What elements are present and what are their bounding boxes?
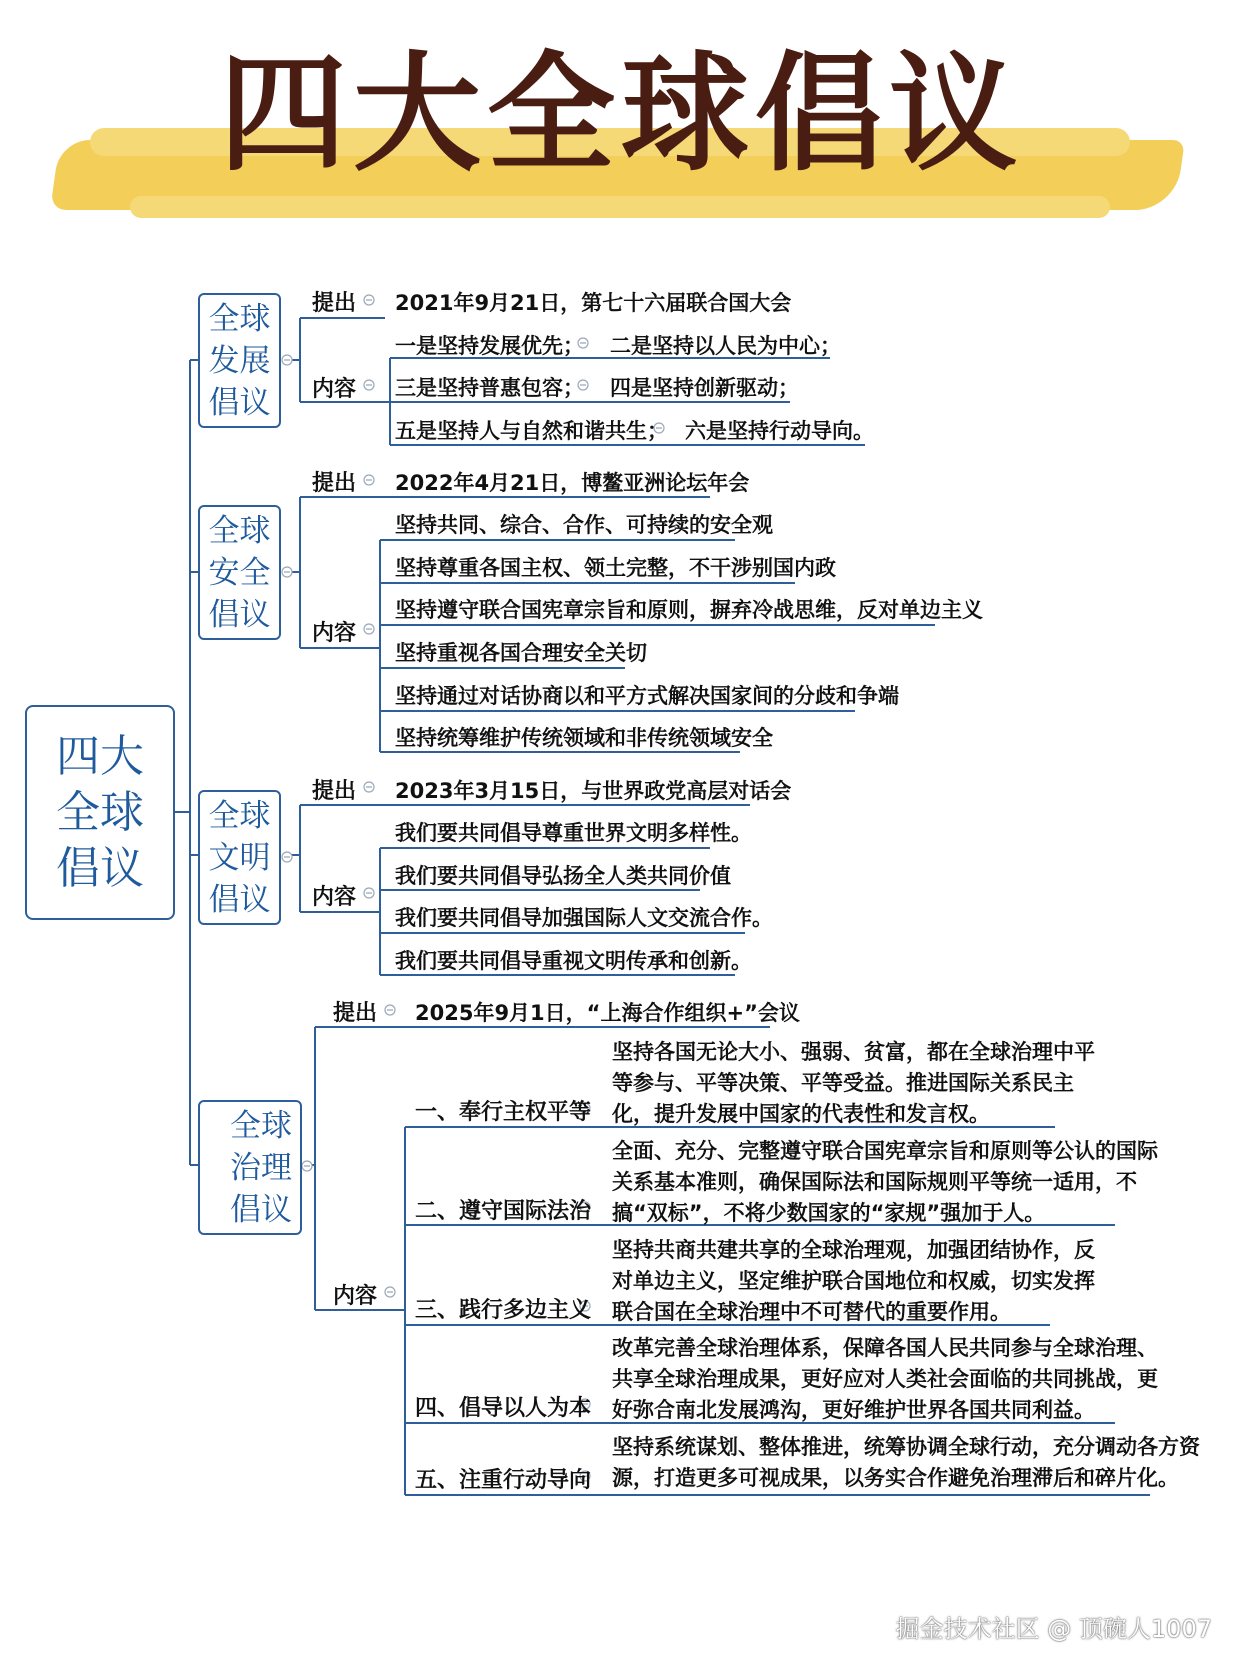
b4-sub-1-line-2: 等参与、平等决策、平等受益。推进国际关系民主 xyxy=(612,1071,1074,1095)
b3-item-2: 我们要共同倡导弘扬全人类共同价值 xyxy=(395,864,731,888)
b4-sub-3-line-3: 联合国在全球治理中不可替代的重要作用。 xyxy=(612,1300,1011,1324)
b2-content-label: 内容 xyxy=(312,621,357,646)
b4-sub-2-line-3: 搞“双标”，不将少数国家的“家规”强加于人。 xyxy=(612,1201,1046,1225)
b2-proposed-text: 2022年4月21日，博鳌亚洲论坛年会 xyxy=(395,471,750,495)
b3-content-label: 内容 xyxy=(312,885,357,910)
b4-sub-4-line-3: 好弥合南北发展鸿沟，更好维护世界各国共同利益。 xyxy=(612,1398,1095,1422)
b3-item-1: 我们要共同倡导尊重世界文明多样性。 xyxy=(395,821,752,845)
branch-governance[interactable] xyxy=(198,1100,302,1235)
b2-item-4: 坚持重视各国合理安全关切 xyxy=(395,641,647,665)
branch-sec-line-2: 安全 xyxy=(208,554,271,591)
b4-sub-4-text xyxy=(612,1333,1158,1426)
b4-sub-1-line-3: 化，提升发展中国家的代表性和发言权。 xyxy=(612,1102,990,1126)
b2-item-5: 坚持通过对话协商以和平方式解决国家间的分歧和争端 xyxy=(395,684,899,708)
b4-sub-4-line-1: 改革完善全球治理体系，保障各国人民共同参与全球治理、 xyxy=(612,1336,1158,1360)
branch-gov-line-1: 全球 xyxy=(230,1107,292,1144)
b4-sub-1-label: 一、奉行主权平等 xyxy=(415,1100,592,1125)
root-node[interactable] xyxy=(25,705,175,920)
branch-security[interactable] xyxy=(198,505,281,640)
branch-sec-line-3: 倡议 xyxy=(208,596,271,633)
b4-sub-1-text xyxy=(612,1037,1095,1130)
branch-dev-line-3: 倡议 xyxy=(208,384,271,421)
b4-sub-2-line-1: 全面、充分、完整遵守联合国宪章宗旨和原则等公认的国际 xyxy=(612,1139,1158,1163)
b3-item-4: 我们要共同倡导重视文明传承和创新。 xyxy=(395,949,752,973)
branch-civ-line-1: 全球 xyxy=(208,797,271,834)
page-title: 四大全球倡议 xyxy=(218,40,1023,189)
b4-sub-5-text xyxy=(612,1432,1200,1494)
root-line-3: 倡议 xyxy=(56,842,144,894)
b1-content-label: 内容 xyxy=(312,377,357,402)
b1-item-3: 三是坚持普惠包容； xyxy=(395,376,584,400)
branch-gov-line-2: 治理 xyxy=(230,1149,292,1186)
b1-item-6: 六是坚持行动导向。 xyxy=(685,419,874,443)
b4-sub-3-label: 三、践行多边主义 xyxy=(415,1298,592,1323)
b3-proposed-text: 2023年3月15日，与世界政党高层对话会 xyxy=(395,779,792,803)
b1-proposed-text: 2021年9月21日，第七十六届联合国大会 xyxy=(395,291,792,315)
b4-sub-5-label: 五、注重行动导向 xyxy=(415,1468,592,1493)
watermark: 掘金技术社区 @ 顶碗人1007 xyxy=(895,1615,1212,1643)
branch-sec-line-1: 全球 xyxy=(208,512,271,549)
b1-item-1: 一是坚持发展优先； xyxy=(395,334,584,358)
b4-sub-3-text xyxy=(612,1235,1095,1328)
b4-proposed-label: 提出 xyxy=(333,1001,378,1026)
b3-item-3: 我们要共同倡导加强国际人文交流合作。 xyxy=(395,906,773,930)
b3-proposed-label: 提出 xyxy=(312,779,357,804)
b4-sub-5-line-2: 源，打造更多可视成果，以务实合作避免治理滞后和碎片化。 xyxy=(612,1466,1179,1490)
b2-proposed-label: 提出 xyxy=(312,471,357,496)
b4-sub-2-label: 二、遵守国际法治 xyxy=(415,1199,592,1224)
b4-proposed-text: 2025年9月1日，“上海合作组织+”会议 xyxy=(415,1001,800,1025)
branch-civilization[interactable] xyxy=(198,790,281,925)
b4-sub-4-label: 四、倡导以人为本 xyxy=(415,1396,592,1421)
b4-sub-5-line-1: 坚持系统谋划、整体推进，统筹协调全球行动，充分调动各方资 xyxy=(612,1435,1200,1459)
b4-sub-3-line-2: 对单边主义，坚定维护联合国地位和权威，切实发挥 xyxy=(612,1269,1095,1293)
branch-development[interactable] xyxy=(198,293,281,428)
b1-item-5: 五是坚持人与自然和谐共生； xyxy=(395,419,668,443)
branch-dev-line-2: 发展 xyxy=(208,342,271,379)
branch-gov-line-3: 倡议 xyxy=(230,1191,292,1228)
b4-sub-2-line-2: 关系基本准则，确保国际法和国际规则平等统一适用，不 xyxy=(612,1170,1137,1194)
b2-item-2: 坚持尊重各国主权、领土完整，不干涉别国内政 xyxy=(395,556,836,580)
b1-item-4: 四是坚持创新驱动； xyxy=(610,376,799,400)
b2-item-6: 坚持统筹维护传统领域和非传统领域安全 xyxy=(395,726,773,750)
branch-civ-line-2: 文明 xyxy=(208,839,271,876)
b4-sub-4-line-2: 共享全球治理成果，更好应对人类社会面临的共同挑战，更 xyxy=(612,1367,1158,1391)
b2-item-1: 坚持共同、综合、合作、可持续的安全观 xyxy=(395,513,773,537)
b4-sub-2-text xyxy=(612,1136,1158,1229)
root-line-2: 全球 xyxy=(56,786,144,838)
b4-sub-1-line-1: 坚持各国无论大小、强弱、贫富，都在全球治理中平 xyxy=(612,1040,1095,1064)
b1-item-2: 二是坚持以人民为中心； xyxy=(610,334,841,358)
root-line-1: 四大 xyxy=(56,730,144,782)
b2-item-3: 坚持遵守联合国宪章宗旨和原则，摒弃冷战思维，反对单边主义 xyxy=(395,598,983,622)
b1-proposed-label: 提出 xyxy=(312,291,357,316)
branch-dev-line-1: 全球 xyxy=(208,300,271,337)
b4-sub-3-line-1: 坚持共商共建共享的全球治理观，加强团结协作，反 xyxy=(612,1238,1095,1262)
branch-civ-line-3: 倡议 xyxy=(208,881,271,918)
b4-content-label: 内容 xyxy=(333,1284,378,1309)
